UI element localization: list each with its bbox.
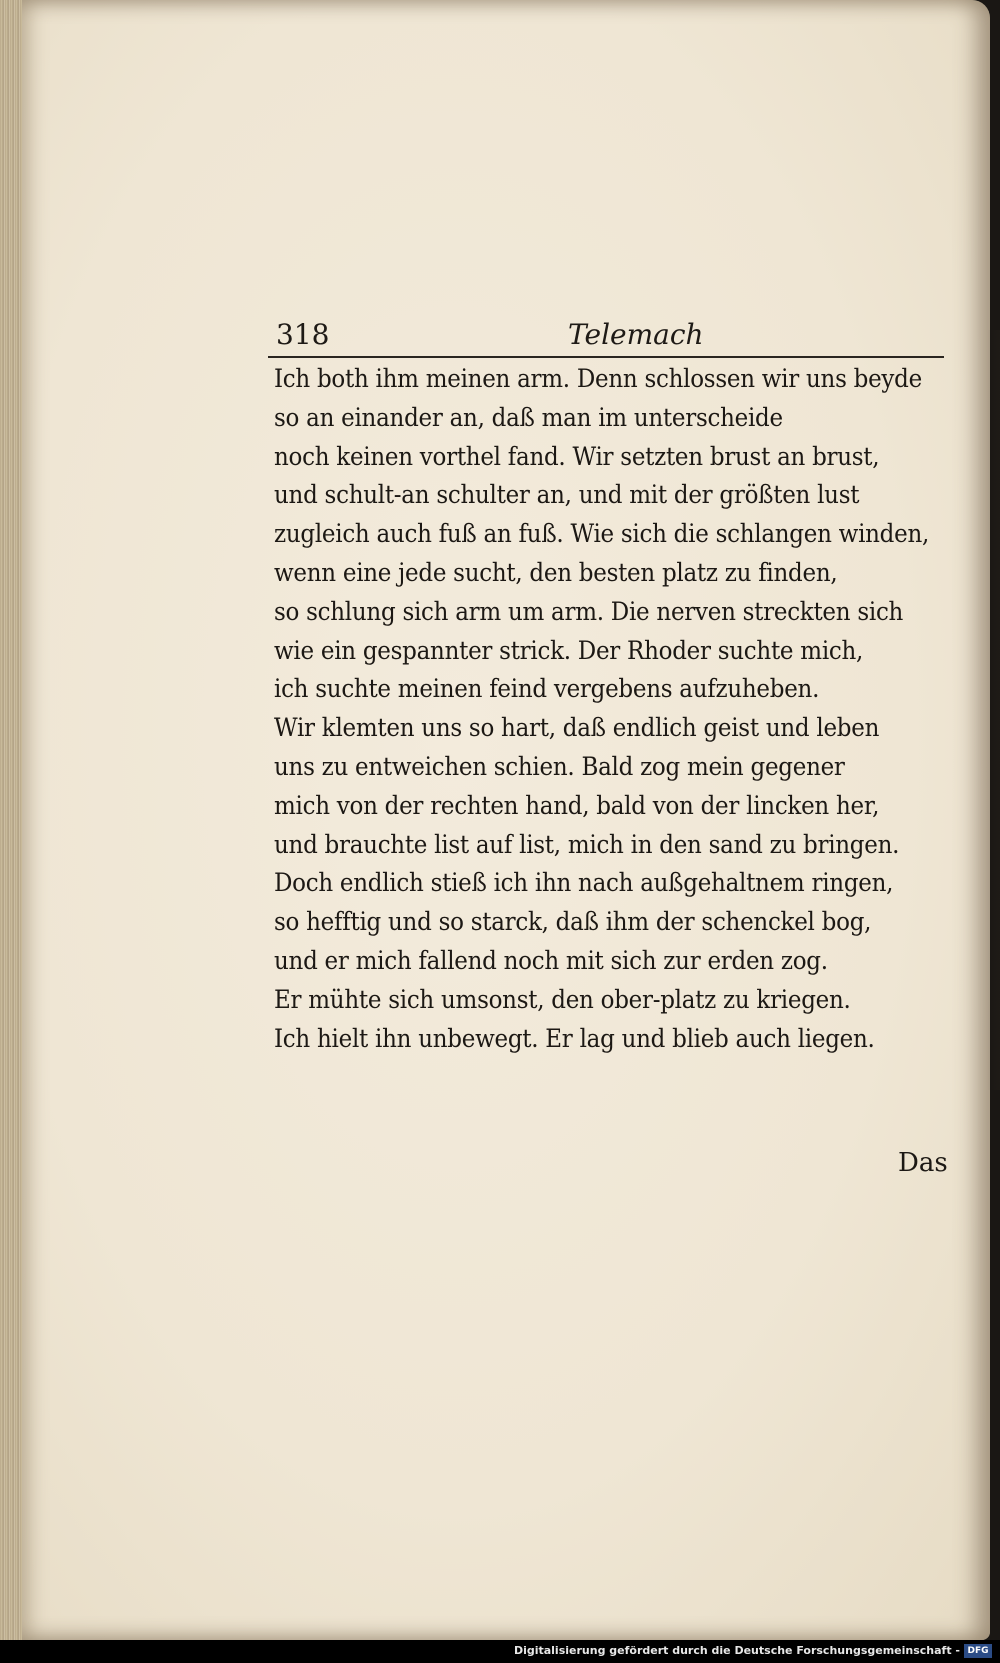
poem-line: und schult-an schulter an, und mit der größten lust [274,480,860,510]
dfg-logo: DFG [964,1644,992,1658]
running-title: Telemach [568,318,704,351]
poem-line: so hefftig und so starck, daß ihm der schenckel bog, [274,907,872,937]
catchword: Das [898,1148,948,1178]
poem-line: so schlung sich arm um arm. Die nerven streckten sich [274,596,904,626]
poem-line: wenn eine jede sucht, den besten platz zu finden, [274,557,838,587]
poem-line: mich von der rechten hand, bald von der lincken her, [274,790,880,820]
page-number: 318 [276,318,330,351]
poem-line: so an einander an, daß man im unterscheide [274,402,783,432]
poem-line: Ich both ihm meinen arm. Denn schlossen wir uns beyde [274,364,922,393]
poem-line: ich suchte meinen feind vergebens aufzuheben. [274,674,820,704]
poem-line: und brauchte list auf list, mich in den sand zu bringen. [274,829,900,859]
poem-text [274,360,964,1058]
footer-strip [0,1640,1000,1663]
poem-line: Er mühte sich umsonst, den ober-platz zu kriegen. [274,984,851,1014]
poem-line: uns zu entweichen schien. Bald zog mein gegener [274,751,845,781]
poem-line: noch keinen vorthel fand. Wir setzten brust an brust, [274,441,880,471]
show-through-shadow [987,330,1000,1090]
poem-line: Wir klemten uns so hart, daß endlich geist und leben [274,713,880,743]
poem-line: Doch endlich stieß ich ihn nach außgehaltnem ringen, [274,868,894,898]
poem-line: und er mich fallend noch mit sich zur erden zog. [274,945,828,975]
running-head [268,312,944,358]
poem-line: Ich hielt ihn unbewegt. Er lag und blieb auch liegen. [274,1023,875,1053]
poem-line: wie ein gespannter strick. Der Rhoder suchte mich, [274,635,864,665]
funding-credit: Digitalisierung gefördert durch die Deutsche Forschungsgemeinschaft - [513,1644,960,1657]
poem-line: zugleich auch fuß an fuß. Wie sich die schlangen winden, [274,519,930,549]
